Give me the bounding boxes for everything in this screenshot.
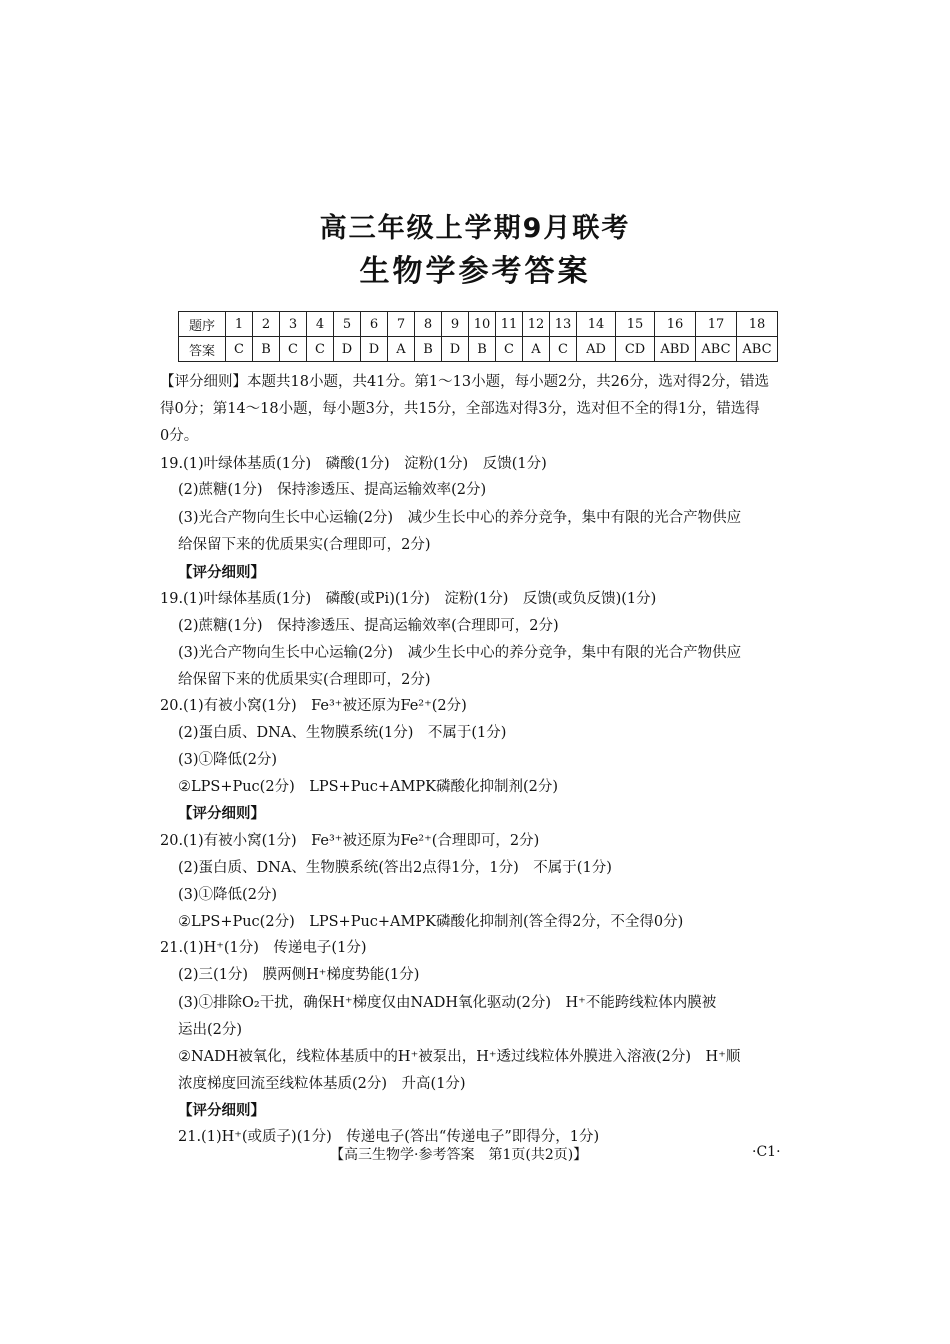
question-number-cell: 2 [253,312,280,337]
question-number-cell: 7 [388,312,415,337]
question-number-cell: 6 [361,312,388,337]
answer-line: (2)蛋白质、DNA、生物膜系统(答出2点得1分，1分) 不属于(1分) [178,860,612,876]
answer-line: (2)蔗糖(1分) 保持渗透压、提高运输效率(合理即可，2分) [178,618,559,634]
question-number-cell: 16 [655,312,696,337]
answer-cell: ABD [655,337,696,362]
answer-line: 0分。 [160,428,199,444]
answer-line: 21.(1)H⁺(1分) 传递电子(1分) [160,940,367,956]
answer-line: (2)蔗糖(1分) 保持渗透压、提高运输效率(2分) [178,482,487,498]
question-number-cell: 18 [737,312,778,337]
answer-line: 19.(1)叶绿体基质(1分) 磷酸(1分) 淀粉(1分) 反馈(1分) [160,456,547,472]
answer-cell: CD [616,337,655,362]
answer-cell: D [361,337,388,362]
question-number-cell: 3 [280,312,307,337]
answer-line: (3)①降低(2分) [178,752,278,768]
question-number-cell: 15 [616,312,655,337]
answer-line: 20.(1)有被小窝(1分) Fe³⁺被还原为Fe²⁺(合理即可，2分) [160,833,540,849]
section-heading: 【评分细则】 [178,1103,265,1119]
answer-line: 得0分；第14～18小题，每小题3分，共15分，全部选对得3分，选对但不全的得1分，错选得 [160,401,760,417]
answer-cell: C [307,337,334,362]
answer-line: ②LPS+Puc(2分) LPS+Puc+AMPK磷酸化抑制剂(答全得2分，不全得0分) [178,914,684,930]
answer-cell: C [280,337,307,362]
section-heading: 【评分细则】 [178,565,265,581]
answer-cell: D [334,337,361,362]
answer-line: (2)三(1分) 膜两侧H⁺梯度势能(1分) [178,967,420,983]
answer-cell: A [388,337,415,362]
answer-cell: ABC [696,337,737,362]
answer-line: ②NADH被氧化，线粒体基质中的H⁺被泵出，H⁺透过线粒体外膜进入溶液(2分) H⁺顺 [178,1049,741,1065]
answer-line: 21.(1)H⁺(或质子)(1分) 传递电子(答出“传递电子”即得分，1分) [178,1129,600,1145]
section-heading: 【评分细则】 [178,806,265,822]
answer-cell: ABC [737,337,778,362]
answer-line: (3)光合产物向生长中心运输(2分) 减少生长中心的养分竞争，集中有限的光合产物供应 [178,645,742,661]
question-number-cell: 4 [307,312,334,337]
row-label-answer: 答案 [179,337,226,362]
answer-row [179,337,778,362]
answer-line: 19.(1)叶绿体基质(1分) 磷酸(或Pi)(1分) 淀粉(1分) 反馈(或负反馈)(1分) [160,591,657,607]
answer-cell: C [226,337,253,362]
answer-cell: A [523,337,550,362]
question-number-cell: 14 [577,312,616,337]
question-number-cell: 17 [696,312,737,337]
question-number-cell: 11 [496,312,523,337]
question-number-row [179,312,778,337]
title-line-1: 高三年级上学期9月联考 [319,213,631,244]
question-number-cell: 8 [415,312,442,337]
question-number-cell: 1 [226,312,253,337]
answer-cell: C [496,337,523,362]
question-number-cell: 12 [523,312,550,337]
answer-line: (3)①排除O₂干扰，确保H⁺梯度仅由NADH氧化驱动(2分) H⁺不能跨线粒体内膜被 [178,995,717,1011]
answer-cell: B [253,337,280,362]
answer-line: 浓度梯度回流至线粒体基质(2分) 升高(1分) [178,1076,466,1092]
answer-line: 20.(1)有被小窝(1分) Fe³⁺被还原为Fe²⁺(2分) [160,698,467,714]
question-number-cell: 10 [469,312,496,337]
question-number-cell: 5 [334,312,361,337]
answer-table [178,311,778,362]
answer-line: 给保留下来的优质果实(合理即可，2分) [178,672,431,688]
page-footer: 【高三生物学·参考答案 第1页(共2页)】 [330,1147,588,1163]
answer-cell: AD [577,337,616,362]
page-code: ·C1· [752,1144,781,1160]
title-line-2: 生物学参考答案 [359,254,591,289]
question-number-cell: 9 [442,312,469,337]
answer-line: (3)①降低(2分) [178,887,278,903]
answer-line: (2)蛋白质、DNA、生物膜系统(1分) 不属于(1分) [178,725,507,741]
row-label-question: 题序 [179,312,226,337]
answer-cell: C [550,337,577,362]
answer-cell: B [469,337,496,362]
answer-line: 【评分细则】本题共18小题，共41分。第1～13小题，每小题2分，共26分，选对得2分，错选 [160,374,769,390]
answer-line: ②LPS+Puc(2分) LPS+Puc+AMPK磷酸化抑制剂(2分) [178,779,559,795]
answer-line: 运出(2分) [178,1022,243,1038]
question-number-cell: 13 [550,312,577,337]
answer-line: (3)光合产物向生长中心运输(2分) 减少生长中心的养分竞争，集中有限的光合产物供应 [178,510,742,526]
answer-line: 给保留下来的优质果实(合理即可，2分) [178,537,431,553]
answer-cell: B [415,337,442,362]
answer-cell: D [442,337,469,362]
